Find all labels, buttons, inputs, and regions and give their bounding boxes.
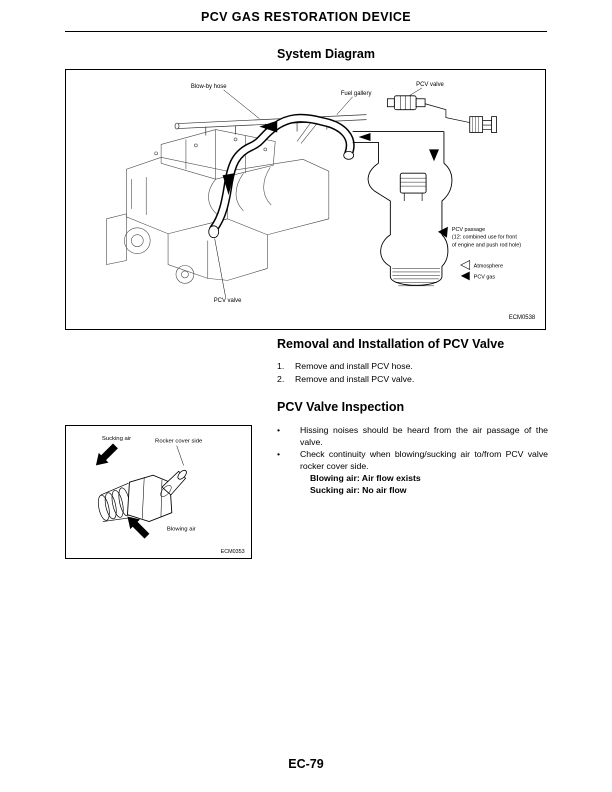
threaded-end xyxy=(96,483,132,521)
page-number: EC-79 xyxy=(288,757,324,771)
valve-drawing xyxy=(96,469,188,522)
text-column xyxy=(277,337,548,496)
bullet-marker: • xyxy=(277,449,281,459)
step-number: 1. xyxy=(277,361,285,371)
sucking-air-result: Sucking air: No air flow xyxy=(310,485,407,495)
pcv-passage-label-line2: (12: combined use for front xyxy=(451,234,517,241)
step-text: Remove and install PCV valve. xyxy=(295,374,415,384)
sucking-air-label: Sucking air xyxy=(101,435,132,442)
inspection-results xyxy=(310,472,548,496)
blow-by-hose-label: Blow-by hose xyxy=(190,83,227,90)
hex-body xyxy=(127,475,171,521)
pcv-passage-schematic xyxy=(353,132,452,286)
step-item xyxy=(277,373,548,386)
inspection-bullets xyxy=(277,424,548,472)
valve-figure-code: ECM0353 xyxy=(220,549,245,556)
atmosphere-label: Atmosphere xyxy=(473,263,504,270)
system-figure-code: ECM0538 xyxy=(508,315,536,322)
fuel-gallery-label: Fuel gallery xyxy=(340,90,372,97)
harness-connector xyxy=(470,117,497,133)
valve-figure-art xyxy=(66,426,251,558)
step-item xyxy=(277,360,548,373)
blowing-air-result: Blowing air: Air flow exists xyxy=(310,473,421,483)
step-number: 2. xyxy=(277,374,285,384)
rocker-leader-line xyxy=(177,446,184,466)
bullet-text: Check continuity when blowing/sucking air to/from PCV valve rocker cover side. xyxy=(300,449,548,471)
sucking-air-arrow xyxy=(91,441,120,470)
step-text: Remove and install PCV hose. xyxy=(295,361,413,371)
removal-section-heading: Removal and Installation of PCV Valve xyxy=(277,337,505,351)
removal-steps xyxy=(277,360,548,386)
pcv-gas-label: PCV gas xyxy=(473,274,496,281)
page-title: PCV GAS RESTORATION DEVICE xyxy=(201,10,411,24)
bullet-item xyxy=(277,448,548,472)
system-diagram-figure xyxy=(65,69,546,330)
inspection-section-heading: PCV Valve Inspection xyxy=(277,400,405,414)
pcv-passage-label-line1: PCV passage xyxy=(451,226,486,233)
valve-figure xyxy=(65,425,252,559)
bullet-item xyxy=(277,424,548,448)
legend-arrows xyxy=(461,261,470,281)
bullet-marker: • xyxy=(277,425,281,435)
engine-line-art xyxy=(107,120,329,284)
schematic-flow-arrows xyxy=(359,133,448,238)
pcv-valve-top-label: PCV valve xyxy=(416,81,444,88)
pcv-passage-label-line3: of engine and push rod hole) xyxy=(451,242,522,249)
rocker-cover-label: Rocker cover side xyxy=(155,438,203,445)
system-diagram-heading: System Diagram xyxy=(277,47,375,61)
pcv-valve-bottom-label: PCV valve xyxy=(213,298,242,305)
system-diagram-art xyxy=(66,70,545,329)
pcv-valve-connector xyxy=(387,96,425,110)
blowing-air-label: Blowing air xyxy=(166,526,196,533)
bullet-text: Hissing noises should be heard from the air passage of the valve. xyxy=(300,425,548,447)
header-divider xyxy=(65,31,547,32)
connector-wire xyxy=(425,104,470,123)
